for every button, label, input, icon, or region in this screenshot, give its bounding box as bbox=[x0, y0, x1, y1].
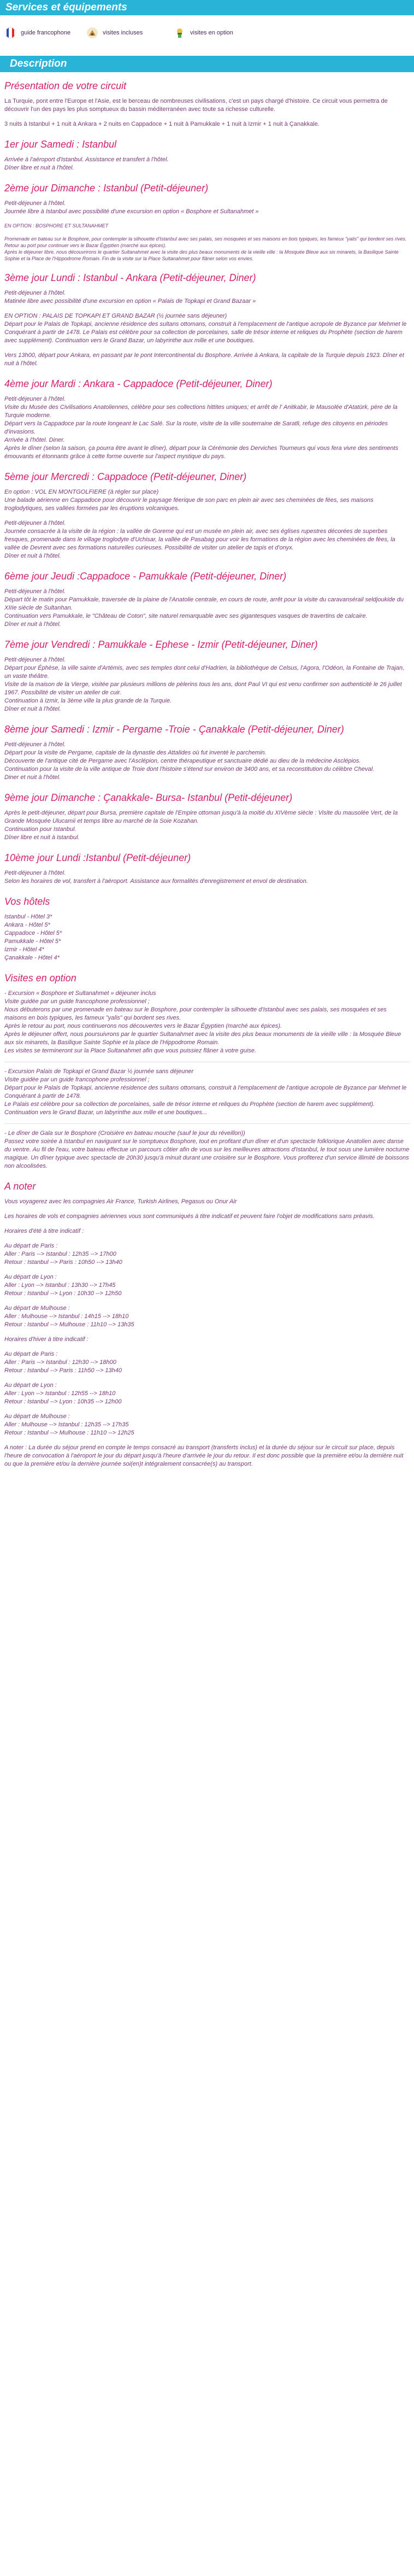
section-title: A noter bbox=[4, 1181, 36, 1192]
section-text: Petit-déjeuner à l'hôtel. Journée consacrée à la visite de la région : la vallée de Goreme qui est un musée en plein air, avec ses églises rupestres décorées de superbes fresques, promenade dans le village troglodyte d'Uchisar, la vallée de Pasabag pour voir les formations de la région avec les cheminées de fées, la vallée de Devrent avec ses formations naturelles curieuses. Possibilité de visiter un atelier de tapis et d'onyx. Dîner et nuit à l'hôtel. bbox=[4, 520, 395, 559]
service-item bbox=[174, 27, 261, 39]
flag-icon bbox=[4, 27, 16, 39]
section-text: Après le petit-déjeuner, départ pour Bursa, première capitale de l'Empire ottoman jusqu'à la moitié du XIVème siècle : Visite du mausolée Vert, de la Grande Mosquée Ulucamii et temps libre au marché de la Soie Kozahan. Continuation pour Istanbul. Dîner libre et nuit à Istanbul. bbox=[4, 810, 398, 841]
services-list bbox=[0, 15, 414, 50]
visits-icon bbox=[86, 27, 98, 39]
option-icon bbox=[174, 27, 186, 39]
section-text: Petit-déjeuner à l'hôtel. Départ pour Éphèse, la ville sainte d'Artémis, avec ses temples dont celui d'Hadrien, la bibliothèque de Celsus, l'Agora, l'Odéon, la Fontaine de Trajan, un vaste théâtre. Visite de la maison de la Vierge, visitée par plusieurs millions de pèlerins tous les ans, dont Paul VI qui est venu confirmer son authenticité le 26 juillet 1967. Possibilité de visiter un atelier de cuir. Continuation à Izmir, la 3ème ville la plus grande de la Turquie. Dîner et nuit à l'hôtel. bbox=[4, 657, 405, 712]
section-text: Au départ de Paris : Aller : Paris --> Istanbul : 12h35 --> 17h00 Retour : Istanbul --> Paris : 10h50 --> 13h40 bbox=[4, 1243, 122, 1266]
section-text: EN OPTION : BOSPHORE ET SULTANAHMET bbox=[4, 223, 109, 229]
section-title: 10ème jour Lundi :Istanbul (Petit-déjeuner) bbox=[4, 852, 191, 863]
section-text: Au départ de Lyon : Aller : Lyon --> Istanbul : 13h30 --> 17h45 Retour : Istanbul --> Lyon : 10h30 --> 12h50 bbox=[4, 1274, 122, 1297]
section-text: Au départ de Lyon : Aller : Lyon --> Istanbul : 12h55 --> 18h10 Retour : Istanbul --> Lyon : 10h35 --> 12h00 bbox=[4, 1382, 122, 1405]
section-text: - Excursion « Bosphore et Sultanahmet » déjeuner inclus Visite guidée par un guide francophone professionnel ; Nous débuterons par une promenade en bateau sur le Bosphore, pour contempler la silhouette d'Istanbul avec ses palais, ses mosquées et ses maisons en bois typiques, les fameux "yalis" qui bordent ses rives. Après le retour au port, nous continuerons nos découvertes vers le Bazar Égyptien (marché aux épices). Après le déjeuner offert, nous poursuivrons par le quartier Sultanahmet avec la visite des plus beaux monuments de la vieille ville : la Mosquée Bleue aux six minarets, la Basilique Sainte Sophie et la place de l'Hippodrome Romain. Les visites se termineront sur la Place Sultanahmet afin que vous puissiez flâner à votre guise. bbox=[4, 990, 401, 1054]
section-text: Petit-déjeuner à l'hôtel. Matinée libre avec possibilité d'une excursion en option « Palais de Topkapi et Grand Bazaar » bbox=[4, 290, 256, 305]
section-text: Petit-déjeuner à l'hôtel. Visite du Musée des Civilisations Anatoliennes, célèbre pour ses collections hittites uniques; et arrêt de l' Anitkabir, le Mausolée d'Atatürk, père de la Turquie moderne. Départ vers la Cappadoce par la route longeant le Lac Salé. Sur la route, visite de la ville souterraine de Saratli, refuge des citoyens en périodes d'invasions. Arrivée à l'hôtel. Diner. Après le dîner (selon la saison, ça pourra être avant le dîner), départ pour la Cérémonie des Derviches Tourneurs qui vous fera vivre des sentiments émouvants et étonnants grâce à cette forme ouverte sur l'aspect mystique du pays. bbox=[4, 396, 399, 460]
section-text: - Le dîner de Gala sur le Bosphore (Croisière en bateau mouche (sauf le jour du réveillon)) Passez votre soirée à Istanbul en naviguant sur le somptueux Bosphore, tout en profitant d'un dîner et d'un spectacle folklorique Anatolien avec danse du ventre. Au fil de l'eau, votre bateau effectue un parcours côtier afin de vous sur les meilleures attractions d'Istanbul, le tout sous une lumière nocturne magique. Un dîner typique avec spectacle de 20h30 jusqu'à minuit durant une croisière sur le Bosphore. Vous profiterez d'un service illimité de boissons non alcoolisées. bbox=[4, 1130, 410, 1169]
service-item bbox=[4, 27, 81, 39]
section-text: Petit-déjeuner à l'hôtel. Départ pour la visite de Pergame, capitale de la dynastie des Attalides où fut inventé le parchemin. Découverte de l'antique cité de Pergame avec l'Asclépion, centre thérapeutique et sanctuaire dédié au dieu de la médecine Asclépios. Continuation pour la visite de la ville antique de Troie dont l'histoire s'étend sur environ de 3400 ans, et sa reconstitution du célèbre Cheval. Diner et nuit à l'hôtel. bbox=[4, 741, 375, 781]
description-header: Description bbox=[0, 56, 414, 72]
divider bbox=[4, 1123, 410, 1124]
section-text: Au départ de Mulhouse : Aller : Mulhouse --> Istanbul : 14h15 --> 18h10 Retour : Istanbul --> Mulhouse : 11h10 --> 13h35 bbox=[4, 1305, 134, 1328]
description-content bbox=[0, 72, 414, 1468]
section-title: 5ème jour Mercredi : Cappadoce (Petit-déjeuner, Diner) bbox=[4, 471, 247, 482]
section-title: Présentation de votre circuit bbox=[4, 80, 127, 91]
services-header: Services et équipements bbox=[0, 0, 414, 15]
section-title: 7ème jour Vendredi : Pamukkale - Ephese - Izmir (Petit-déjeuner, Diner) bbox=[4, 639, 318, 650]
section-text: Petit-déjeuner à l'hôtel. Départ tôt le matin pour Pamukkale, traversée de la plaine de l'Anatolie centrale, en cours de route, arrêt pour la visite du caravansérail seldjoukide du XIIIe siècle de Sultanhan. Continuation vers Pamukkale, le "Château de Coton", site naturel remarquable avec ses gigantesques vasques de travertins de calcaire. Dîner et nuit à l'hôtel. bbox=[4, 588, 404, 628]
section-text: Istanbul - Hôtel 3* Ankara - Hôtel 5* Cappadoce - Hôtel 5* Pamukkale - Hôtel 5* Izmir - Hôtel 4* Çanakkale - Hôtel 4* bbox=[4, 914, 62, 961]
section-text: Les horaires de vols et compagnies aériennes vous sont communiqués à titre indicatif et peuvent faire l'objet de modifications sans préavis. bbox=[4, 1213, 375, 1220]
section-text: Vous voyagerez avec les compagnies Air France, Turkish Airlines, Pegasus ou Onur Air bbox=[4, 1198, 237, 1205]
section-text: Horaires d'été à titre indicatif : bbox=[4, 1228, 84, 1234]
section-text: Vers 13h00, départ pour Ankara, en passant par le pont Intercontinental du Bosphore. Arrivée à Ankara, la capitale de la Turquie depuis 1923. Dîner et nuit à l'hôtel. bbox=[4, 352, 404, 367]
section-title: 9ème jour Dimanche : Çanakkale- Bursa- Istanbul (Petit-déjeuner) bbox=[4, 792, 293, 803]
section-text: A noter : La durée du séjour prend en compte le temps consacré au transport (transferts inclus) et la durée du séjour sur le circuit sur place, depuis l'heure de convocation à l'aéroport le jour du départ jusqu'à l'heure d'arrivée le jour du retour. Il est donc possible que la première et/ou la dernière nuit ou que la première et/ou la dernière journée soi(en)t intégralement consacrée(s) au transport. bbox=[4, 1444, 404, 1467]
section-text: Petit-déjeuner à l'hôtel. Journée libre à Istanbul avec possibilité d'une excursion en option « Bosphore et Sultanahmet » bbox=[4, 200, 259, 215]
section-text: Horaires d'hiver à titre indicatif : bbox=[4, 1336, 88, 1343]
service-label: visites en option bbox=[190, 29, 233, 36]
service-label: guide francophone bbox=[21, 29, 71, 36]
section-title: 8ème jour Samedi : Izmir - Pergame -Troie - Çanakkale (Petit-déjeuner, Diner) bbox=[4, 724, 344, 735]
section-title: Visites en option bbox=[4, 973, 76, 983]
service-label: visites incluses bbox=[103, 29, 143, 36]
section-text: Au départ de Mulhouse : Aller : Mulhouse --> Istanbul : 12h35 --> 17h35 Retour : Istanbul --> Mulhouse : 11h10 --> 12h25 bbox=[4, 1413, 134, 1436]
section-text: En option : VOL EN MONTGOLFIERE (à régler sur place) Une balade aérienne en Cappadoce pour découvrir le paysage féerique de son parc en plein air avec ses cheminées de fées, ses maisons troglodytiques, ses vallées formées par les éruptions volcaniques. bbox=[4, 489, 374, 512]
section-text: 3 nuits à Istanbul + 1 nuit à Ankara + 2 nuits en Cappadoce + 1 nuit à Pamukkale + 1 nuit à Izmir + 1 nuit à Çanakkale. bbox=[4, 121, 320, 127]
section-text: Petit-déjeuner à l'hôtel. Selon les horaires de vol, transfert à l'aéroport. Assistance aux formalités d'enregistrement et envol de destination. bbox=[4, 870, 308, 885]
section-text: Au départ de Paris : Aller : Paris --> Istanbul : 12h30 --> 18h00 Retour : Istanbul --> Paris : 11h50 --> 13h40 bbox=[4, 1351, 122, 1374]
section-title: 3ème jour Lundi : Istanbul - Ankara (Petit-déjeuner, Diner) bbox=[4, 272, 256, 283]
section-title: 4ème jour Mardi : Ankara - Cappadoce (Petit-déjeuner, Diner) bbox=[4, 378, 273, 389]
section-title: 1er jour Samedi : Istanbul bbox=[4, 139, 117, 150]
section-text: - Excursion Palais de Topkapi et Grand Bazar ½ journée sans déjeuner Visite guidée par un guide francophone professionnel ; Départ pour le Palais de Topkapi, ancienne résidence des sultans ottomans, construit à l'emplacement de l'antique acropole de Byzance par Mehmet le Conquérant à partir de 1478. Le Palais est célèbre pour sa collection de porcelaines, salle de trésor interne et reliques du Prophète (section de harem avec supplément). Continuation vers le Grand Bazar, un labyrinthe aux mille et une boutiques... bbox=[4, 1068, 407, 1116]
section-title: 2ème jour Dimanche : Istanbul (Petit-déjeuner) bbox=[4, 183, 209, 194]
service-item bbox=[86, 27, 168, 39]
section-text: Promenade en bateau sur le Bosphore, pour contempler la silhouette d'Istanbul avec ses palais, ses mosquées et ses maisons en bois typiques, les fameux "yalis" qui bordent ses rives. Retour au port pour continuer vers le Bazar Égyptien (marché aux épices). Après le déjeuner libre, nous découvrirons le quartier Sultanahmet avec la visite des plus beaux monuments de la vieille ville : la Mosquée Bleue aux six minarets, la Basilique Sainte Sophie et la Place de l'Hippodrome Romain. Fin de la visite sur la Place Sultanahmet pour flâner selon vos envies. bbox=[4, 236, 407, 261]
section-text: La Turquie, pont entre l'Europe et l'Asie, est le berceau de nombreuses civilisations, c'est un pays chargé d'histoire. Ce circuit vous permettra de découvrir l'un des pays les plus somptueux du bassin méditerranéen avec toute sa richesse culturelle. bbox=[4, 98, 388, 113]
section-title: 6ème jour Jeudi :Cappadoce - Pamukkale (Petit-déjeuner, Diner) bbox=[4, 571, 287, 582]
section-title: Vos hôtels bbox=[4, 896, 50, 907]
section-text: Arrivée à l'aéroport d'Istanbul. Assistance et transfert à l'hôtel. Dîner libre et nuit à l'hôtel. bbox=[4, 156, 169, 171]
section-text: EN OPTION : PALAIS DE TOPKAPI ET GRAND BAZAR (½ journée sans déjeuner) Départ pour le Palais de Topkapi, ancienne résidence des sultans ottomans, construit à l'emplacement de l'antique acropole de Byzance par Mehmet le Conquérant à partir de 1478. Le Palais est célèbre pour sa collection de porcelaines, salle de trésor interne et reliques du Prophète (section de harem avec supplément). Continuation vers le Grand Bazar, un labyrinthe aux mille et une boutiques. bbox=[4, 313, 407, 344]
